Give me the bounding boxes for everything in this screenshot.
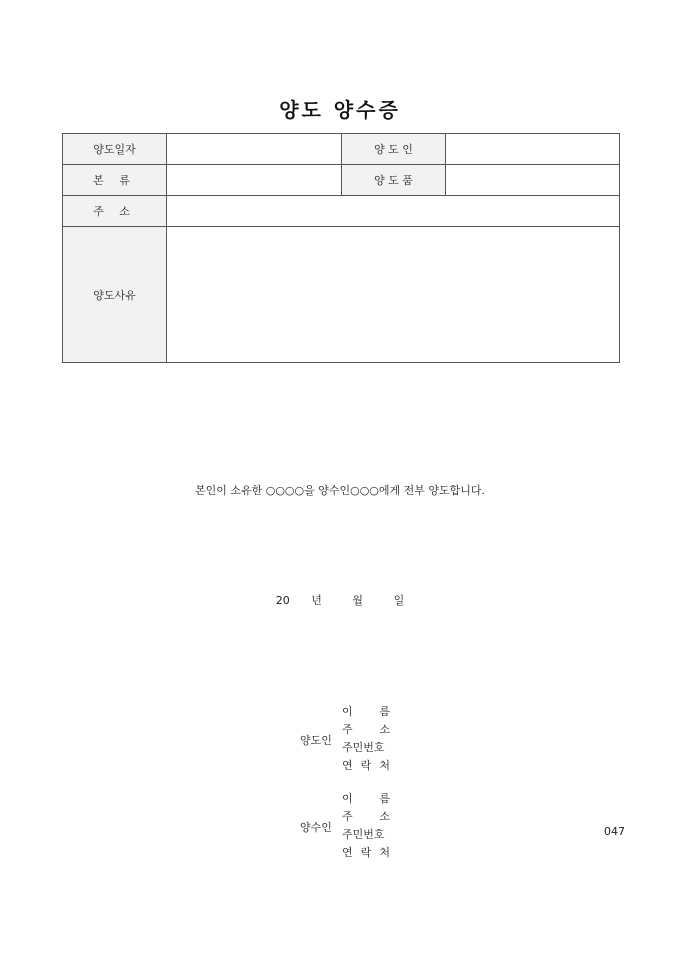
form-row-address [63, 196, 620, 227]
category-label: 본 류 [63, 165, 167, 196]
date-month-unit: 월 [352, 594, 364, 607]
transferor-field[interactable] [446, 134, 620, 165]
document-code: 047 [604, 825, 625, 838]
transferee-addr-a: 주 [342, 810, 353, 823]
transferee-name-row [342, 790, 390, 808]
date-year-unit: 년 [311, 594, 322, 607]
transfer-statement: 본인이 소유한 ○○○○을 양수인○○○에게 전부 양도합니다. [194, 484, 486, 497]
transferee-address-row [342, 808, 390, 826]
transferee-contact-row [342, 844, 390, 862]
transferor-address-row [342, 721, 390, 739]
transferee-rrn-row [342, 826, 390, 844]
item-label: 양 도 품 [342, 165, 446, 196]
transferor-rrn: 주민번호 [342, 741, 385, 754]
transferor-label: 양 도 인 [342, 134, 446, 165]
category-field[interactable] [167, 165, 342, 196]
transferor-party-label: 양도인 [300, 734, 332, 747]
reason-field[interactable] [167, 227, 620, 363]
transferee-contact-a: 연 [342, 846, 353, 859]
transferor-contact-b: 락 [360, 759, 372, 772]
transferee-name-a: 이 [342, 792, 353, 805]
form-row-date [63, 134, 620, 165]
date-field[interactable] [167, 134, 342, 165]
transferor-name-a: 이 [342, 705, 353, 718]
date-day-unit: 일 [393, 594, 405, 607]
date-year: 20 [275, 594, 290, 607]
transferee-rrn: 주민번호 [342, 828, 385, 841]
transferor-name-row [342, 703, 390, 721]
transferor-name-b: 름 [379, 705, 390, 718]
transferor-contact-a: 연 [342, 759, 353, 772]
transferor-addr-b: 소 [379, 723, 390, 736]
transferee-party-label: 양수인 [300, 821, 332, 834]
transferee-contact-c: 처 [379, 846, 390, 859]
address-field[interactable] [167, 196, 620, 227]
date-label: 양도일자 [63, 134, 167, 165]
transferor-contact-c: 처 [379, 759, 390, 772]
transferor-addr-a: 주 [342, 723, 353, 736]
form-row-category [63, 165, 620, 196]
reason-label: 양도사유 [63, 227, 167, 363]
transferee-name-b: 름 [379, 792, 390, 805]
transferee-contact-b: 락 [360, 846, 372, 859]
transferee-addr-b: 소 [379, 810, 390, 823]
address-label: 주 소 [63, 196, 167, 227]
transferor-rrn-row [342, 739, 390, 757]
transfer-form-table [62, 133, 620, 363]
document-title: 양도 양수증 [279, 98, 401, 122]
item-field[interactable] [446, 165, 620, 196]
form-row-reason [63, 227, 620, 363]
date-line [0, 592, 680, 608]
transferor-contact-row [342, 757, 390, 775]
